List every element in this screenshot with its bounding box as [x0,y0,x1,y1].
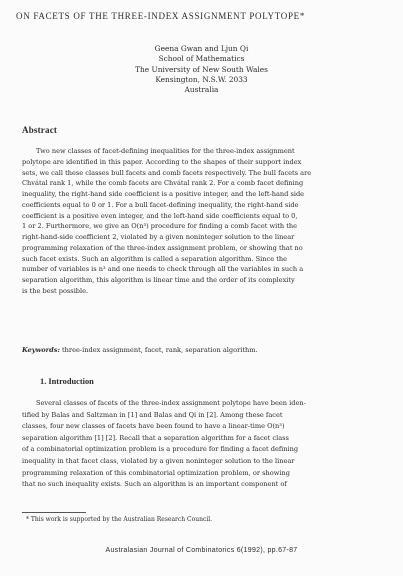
abstract-line: such facet exists. Such an algorithm is called a separation algorithm. Since the [22,254,287,263]
author-names: Geena Gwan and Ljun Qi [154,44,249,53]
intro-line: tified by Balas and Saltzman in [1] and Balas and Qi in [2]. Among these facet [22,410,283,419]
paper-title: ON FACETS OF THE THREE-INDEX ASSIGNMENT POLYTOPE* [16,11,306,21]
footnote-rule [22,512,86,513]
abstract-line: coefficient is a positive even integer, and the left-hand side coefficients equal to 0, [22,211,298,220]
abstract-heading: Abstract [22,125,58,135]
abstract-line: inequality, the right-hand side coefficient is a positive integer, and the left-hand side [22,190,305,198]
keywords-label: Keywords: [22,346,60,354]
author-address: Kensington, N.S.W. 2033 [155,74,248,84]
author-block [0,44,403,95]
section-heading-introduction: 1. Introduction [40,377,94,386]
author-university: The University of New South Wales [135,64,268,74]
abstract-line: Chvátal rank 1, while the comb facets are Chvátal rank 2. For a comb facet defining [22,179,304,188]
keywords-line [22,345,382,356]
intro-line: classes, four new classes of facets have been found to have a linear-time O(n³) [22,422,285,431]
intro-line: programming relaxation of this combinatorial optimization problem, or showing [22,468,290,477]
abstract-line: coefficients equal to 0 or 1. For a bull facet-defining inequality, the right-hand side [22,200,299,209]
abstract-line: right-hand-side coefficient 2, violated by a given noninteger solution to the linear [22,233,295,241]
intro-line: inequality in that facet class, violated by a given noninteger solution to the linear [22,456,295,465]
abstract-line: is the best possible. [22,286,89,295]
abstract-line: 1 or 2. Furthermore, we give an O(n³) procedure for finding a comb facet with the [22,222,298,231]
author-country: Australia [184,85,219,95]
abstract-body [22,146,382,297]
footnote: * This work is supported by the Australian Research Council. [26,516,213,523]
keywords-text: three-index assignment, facet, rank, separation algorithm. [62,346,258,354]
intro-line: Several classes of facets of the three-index assignment polytope have been iden- [36,399,306,407]
author-school: School of Mathematics [158,54,245,64]
intro-line: separation algorithm [1] [2]. Recall that a separation algorithm for a facet class [22,433,289,442]
abstract-line: separation algorithm, this algorithm is linear time and the order of its complexity [22,276,295,284]
intro-line: that no such inequality exists. Such an algorithm is an important component of [22,480,287,489]
abstract-line: polytope are identified in this paper. According to the shapes of their support index [22,157,302,166]
introduction-body [22,398,382,491]
intro-line: of a combinatorial optimization problem is a procedure for finding a facet defining [22,445,299,454]
abstract-line: programming relaxation of the three-index assignment problem, or showing that no [22,243,303,252]
abstract-line: number of variables is n³ and one needs to check through all the variables in such a [22,265,304,274]
abstract-line: sets, we call these classes bull facets and comb facets respectively. The bull facets are [22,168,312,177]
abstract-line: Two new classes of facet-defining inequalities for the three-index assignment [36,147,295,155]
journal-citation: Australasian Journal of Combinatorics 6(1992), pp.67-87 [105,547,298,554]
